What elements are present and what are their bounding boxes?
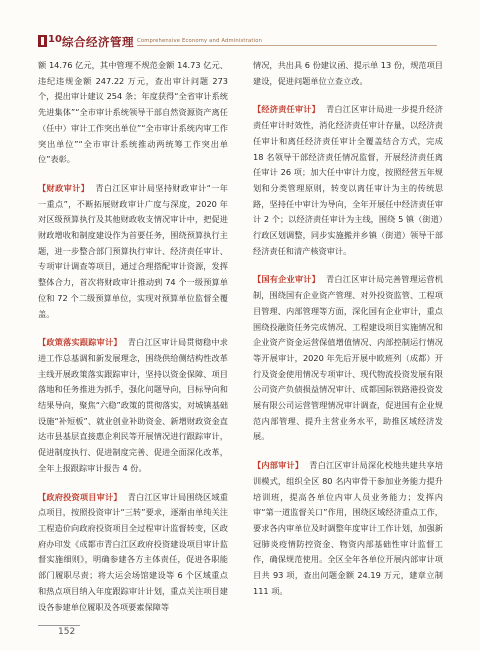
section-tag: 【财政审计】 <box>38 182 90 193</box>
header-rule <box>137 45 437 46</box>
paragraph <box>38 181 228 322</box>
paragraph-text: 青白江区审计局贯彻稳中求进工作总基调和新发展理念，围绕供给侧结构性改革主线开展政策落实跟踪审计，坚持以资金保障、项目落地和任务推进为抓手，强化问题导向，目标导向和结果导向，聚焦“六稳”政策的贯彻落实，对城镇基础设施“补短板”、就业创业补助资金、新增财政资金直达市县基层直接惠企利民等开展情况进行跟踪审计，促进制度执行、促进制度完善、促进全面深化改革，全年上报跟踪审计报告 4 份。 <box>38 337 228 473</box>
paragraph <box>253 272 443 445</box>
paragraph-text: 情况，共出具 6 份建议函、提示单 13 份，规范项目建设，促进问题单位立查立改。 <box>253 60 443 86</box>
section-title: 综合经济管理 <box>62 35 134 49</box>
section-subtitle: Comprehensive Economy and Administration <box>137 38 263 44</box>
footer-rule <box>38 625 80 626</box>
section-tag: 【经济责任审计】 <box>253 104 320 115</box>
right-column <box>253 58 443 613</box>
section-marker-icon <box>38 35 47 47</box>
paragraph <box>253 102 443 259</box>
section-tag: 【内部审计】 <box>253 460 304 471</box>
paragraph-text: 青白江区审计局深化校地共建共享培训模式，组织全区 80 名内审骨干参加业务能力提升培训班，提高各单位内审人员业务能力；发挥内审“第一道监督关口”作用，围绕区域经济重点工作，要求各内审单位及时调整年度审计工作计划，加强新冠肺炎疫情防控资金、物资内部基础性审计监督工作，确保规范使用。全区全年各单位开展内部审计项目共 93 项，查出问题金额 24.19 万元，建章立制 111 项。 <box>253 460 443 596</box>
page-number: 152 <box>58 627 76 637</box>
paragraph-text: 青白江区审计局进一步提升经济责任审计时效性，消化经济责任审计存量，以经济责任审计和离任经济责任审计全覆盖结合方式，完成 18 名领导干部经济责任情况监督，开展经济责任离任审计 26 项；加大任中审计力度，按照经营五年规划和分类管理原则，转变以离任审计为主的传统思路，坚持任中审计为导向，全年开展任中经济责任审计 2 个；以经济责任审计为主线，围绕 5 镇（街道）行政区划调整，同步实施搬并乡镇（街道）领导干部经济责任和清产核资审计。 <box>253 104 443 256</box>
section-number: 10 <box>48 34 62 45</box>
paragraph <box>38 490 228 616</box>
page-header <box>0 0 480 52</box>
section-tag: 【国有企业审计】 <box>253 274 320 285</box>
left-column <box>38 58 228 628</box>
paragraph <box>38 335 228 476</box>
section-tag: 【政策落实跟踪审计】 <box>38 337 122 348</box>
paragraph <box>253 458 443 599</box>
paragraph <box>253 58 443 89</box>
section-tag: 【政府投资项目审计】 <box>38 491 122 502</box>
paragraph-text: 青白江区审计局围绕区域重点项目，按照投资审计“三转”要求，逐渐由单纯关注工程造价向政府投资项目全过程审计监督转变，区政府办印发《成都市青白江区政府投资建设项目审计监督实施细则》，明确参建各方主体责任，促进各职能部门履职尽责；将大运会场馆建设等 6 个区域重点和热点项目纳入年度跟踪审计计划，重点关注项目建设各参建单位履职及各项要素保障等 <box>38 491 228 612</box>
paragraph-text: 青白江区审计局坚持财政审计“一年一重点”，不断拓展财政审计广度与深度，2020 年对区级预算执行及其他财政收支情况审计中，把促进财政增收和制度建设作为首要任务，围绕预算执行主题，进一步整合部门预算执行审计、经济责任审计、专项审计调查等项目，通过合理搭配审计资源，发挥整体合力，首次将财政审计推动到 74 个一级预算单位和 72 个二级预算单位，实现对预算单位监督全覆盖。 <box>38 182 228 319</box>
paragraph-text: 青白江区审计局完善管理运营机制，围绕国有企业资产管理、对外投资监管、工程项目管理、内部管理等方面，深化国有企业审计，重点围绕投融资任务完成情况、工程建设项目实施情况和企业资产资金运营保值增值情况、内部控制运行情况等开展审计，2020 年先后开展中欧班列（成都）开行及资金使用情况专项审计、现代物流投资发展有限公司资产负债损益情况审计、成都国际铁路港投资发展有限公司运营管理情况审计调查，促进国有企业规范内部管理、提升主营业务水平，助推区域经济发展。 <box>253 274 443 442</box>
paragraph <box>38 58 228 168</box>
paragraph-text: 额 14.76 亿元，其中管理不规范金额 14.73 亿元、违纪违规金额 247.22 万元，查出审计问题 273 个，提出审计建议 254 条；年度获得“全省审计系统先进集体”“全市审计系统领导干部自然资源资产离任（任中）审计工作突出单位”“全市审计系统内审工作突出单位”“全市审计系统推动两统筹工作突出单位”表彰。 <box>38 60 228 165</box>
